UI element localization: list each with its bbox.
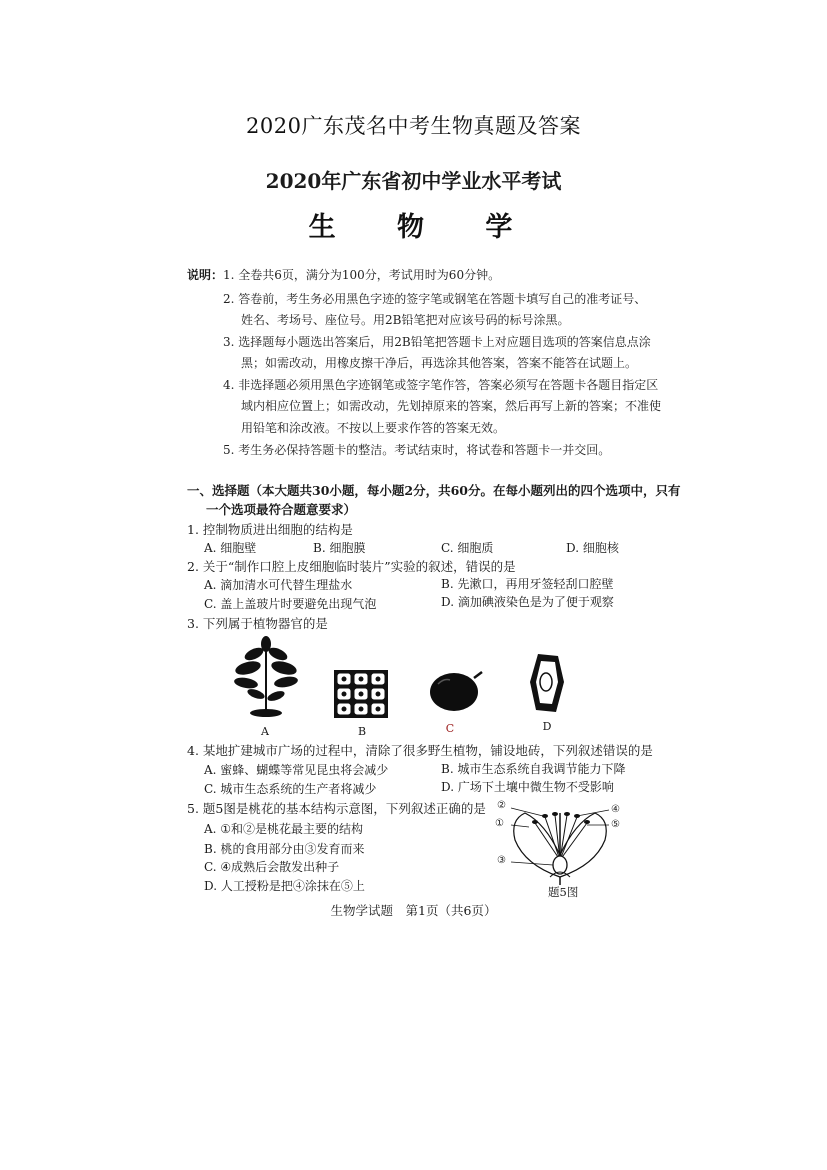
q1-option-a: A. 细胞壁	[204, 541, 257, 555]
figure-5-caption: 题5图	[548, 885, 579, 899]
q2-option-a: A. 滴加清水可代替生理盐水	[204, 578, 353, 592]
subject-title: 生 物 学	[308, 212, 539, 243]
q4-option-b: B. 城市生态系统自我调节能力下降	[441, 762, 626, 776]
flower-mark-3: ③	[497, 855, 506, 866]
q4-option-d: D. 广场下土壤中微生物不受影响	[441, 780, 614, 794]
q4-option-a: A. 蜜蜂、蝴蝶等常见昆虫将会减少	[204, 763, 389, 777]
note-4b: 域内相应位置上；如需改动，先划掉原来的答案，然后再写上新的答案；不准使	[241, 399, 662, 413]
document-title: 2020广东茂名中考生物真题及答案	[246, 114, 581, 138]
note-2b: 姓名、考场号、座位号。用2B铅笔把对应该号码的标号涂黑。	[241, 313, 570, 327]
note-3b: 黑；如需改动，用橡皮擦干净后，再选涂其他答案，答案不能答在试题上。	[241, 356, 638, 370]
cell-figure	[528, 652, 566, 714]
peach-flower-diagram	[505, 805, 615, 885]
fruit-figure	[428, 668, 484, 712]
q5-option-d: D. 人工授粉是把④涂抹在⑤上	[204, 879, 365, 893]
q5-stem: 5. 题5图是桃花的基本结构示意图，下列叙述正确的是	[187, 801, 486, 816]
section-heading: 一、选择题（本大题共30小题，每小题2分，共60分。在每小题列出的四个选项中，只有	[187, 483, 681, 498]
q1-option-d: D. 细胞核	[566, 541, 619, 555]
flower-mark-5: ⑤	[611, 819, 620, 830]
q4-option-c: C. 城市生态系统的生产者将减少	[204, 782, 377, 796]
q3-label-a: A	[261, 725, 269, 738]
note-1: 1. 全卷共6页，满分为100分，考试用时为60分钟。	[223, 268, 501, 282]
section-heading-cont: 一个选项最符合题意要求）	[206, 502, 357, 517]
q3-stem: 3. 下列属于植物器官的是	[187, 616, 328, 631]
q2-stem: 2. 关于“制作口腔上皮细胞临时装片”实验的叙述，错误的是	[187, 559, 516, 574]
q3-label-c: C	[445, 722, 455, 735]
q2-option-b: B. 先漱口，再用牙签轻刮口腔壁	[441, 577, 614, 591]
q5-option-c: C. ④成熟后会散发出种子	[204, 860, 340, 874]
page-footer: 生物学试题 第1页（共6页）	[330, 903, 497, 918]
plant-figure	[234, 636, 298, 718]
q1-option-c: C. 细胞质	[441, 541, 494, 555]
flower-mark-1: ①	[495, 818, 504, 829]
q2-option-c: C. 盖上盖玻片时要避免出现气泡	[204, 597, 377, 611]
q1-stem: 1. 控制物质进出细胞的结构是	[187, 522, 353, 537]
q3-label-b: B	[357, 725, 367, 738]
q2-option-d: D. 滴加碘液染色是为了便于观察	[441, 595, 614, 609]
note-4c: 用铅笔和涂改液。不按以上要求作答的答案无效。	[241, 421, 506, 435]
q1-option-b: B. 细胞膜	[313, 541, 366, 555]
flower-mark-4: ④	[611, 804, 620, 815]
q5-option-a: A. ①和②是桃花最主要的结构	[204, 822, 364, 836]
note-5: 5. 考生务必保持答题卡的整洁。考试结束时，将试卷和答题卡一并交回。	[223, 443, 611, 457]
note-2a: 2. 答卷前，考生务必用黑色字迹的签字笔或钢笔在答题卡填写自己的准考证号、	[223, 292, 647, 306]
note-3a: 3. 选择题每小题选出答案后，用2B铅笔把答题卡上对应题目选项的答案信息点涂	[223, 335, 651, 349]
q4-stem: 4. 某地扩建城市广场的过程中，清除了很多野生植物，铺设地砖，下列叙述错误的是	[187, 743, 653, 758]
note-4a: 4. 非选择题必须用黑色字迹钢笔或签字笔作答，答案必须写在答题卡各题目指定区	[223, 378, 659, 392]
tissue-figure	[334, 670, 388, 718]
flower-mark-2: ②	[497, 800, 506, 811]
exam-title: 2020年广东省初中学业水平考试	[265, 169, 562, 193]
q5-option-b: B. 桃的食用部分由③发育而来	[204, 842, 365, 856]
q3-label-d: D	[542, 720, 552, 733]
notes-label: 说明：	[187, 268, 224, 282]
